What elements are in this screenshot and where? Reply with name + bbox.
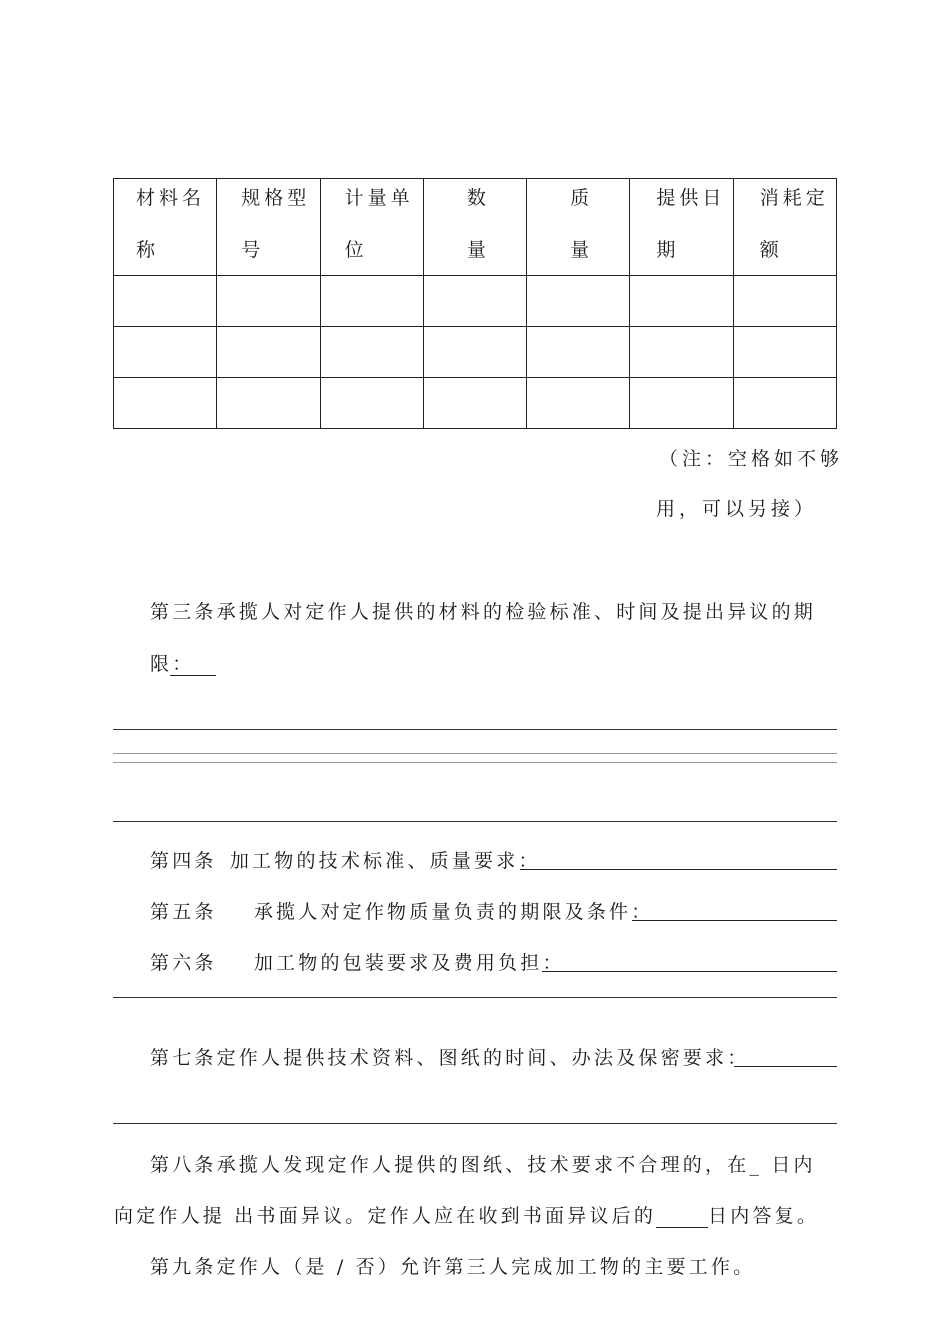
article8-line1: 第八条承揽人发现定作人提供的图纸、技术要求不合理的，在_ 日内 [150,1154,816,1176]
article3-line2 [150,649,216,676]
article6-label: 第六条 [150,952,217,974]
article8-blank[interactable] [656,1205,708,1228]
header-cell [320,179,423,276]
table-cell[interactable] [217,378,320,429]
table-cell[interactable] [630,276,733,327]
article4 [150,846,541,873]
article6-text: 加工物的包装要求及费用负担： [253,952,565,974]
header-text: 量 [466,239,490,261]
header-text: 提供日 [656,187,726,209]
table-cell[interactable] [423,327,526,378]
article3-line1: 第三条承揽人对定作人提供的材料的检验标准、时间及提出异议的期 [150,601,817,623]
table-cell[interactable] [217,327,320,378]
header-text: 规格型 [241,187,311,209]
header-text: 称 [136,239,160,261]
table-note-line1: （注：空格如不够 [659,448,844,470]
table-cell[interactable] [733,378,836,429]
table-cell[interactable] [733,327,836,378]
article5-label: 第五条 [150,901,217,923]
table-cell[interactable] [114,327,217,378]
article7: 第七条定作人提供技术资料、图纸的时间、办法及保密要求： [150,1047,750,1069]
header-text: 额 [759,239,783,261]
fill-line [113,729,837,730]
header-text: 计量单 [344,187,414,209]
article3-label: 限： [150,653,195,675]
article6 [150,948,565,975]
table-row [114,378,837,429]
article7-blank[interactable] [734,1044,837,1067]
header-text: 期 [656,239,680,261]
article4-blank[interactable] [520,847,837,870]
header-text: 质 [570,187,594,209]
fill-line [113,753,837,754]
header-text: 号 [241,239,265,261]
table-cell[interactable] [320,327,423,378]
article9: 第九条定作人（是 / 否）允许第三人完成加工物的主要工作。 [150,1256,756,1278]
article8-line2b: 日内答复。 [708,1205,820,1227]
header-text: 位 [344,239,368,261]
header-text: 量 [570,239,594,261]
fill-line [113,997,837,998]
article5 [150,897,653,924]
table-row [114,327,837,378]
fill-line [113,762,837,763]
article4-text: 加工物的技术标准、质量要求： [229,850,541,872]
article5-blank[interactable] [632,898,837,921]
table-row [114,276,837,327]
table-cell[interactable] [527,327,630,378]
table-cell[interactable] [630,327,733,378]
article8-line2 [114,1201,819,1228]
header-text: 数 [466,187,490,209]
header-cell [423,179,526,276]
table-cell[interactable] [320,276,423,327]
header-cell [527,179,630,276]
header-cell [217,179,320,276]
table-cell[interactable] [527,276,630,327]
table-cell[interactable] [733,276,836,327]
table-cell[interactable] [114,378,217,429]
table-cell[interactable] [527,378,630,429]
article6-blank[interactable] [542,949,837,972]
header-cell [733,179,836,276]
table-cell[interactable] [217,276,320,327]
table-cell[interactable] [320,378,423,429]
article3-blank[interactable] [170,653,216,676]
article5-text: 承揽人对定作物质量负责的期限及条件： [253,901,654,923]
table-cell[interactable] [630,378,733,429]
fill-line [113,1123,837,1124]
header-cell [114,179,217,276]
table-header-row [114,179,837,276]
materials-table [113,178,837,429]
header-text: 材料名 [136,187,206,209]
table-note-line2: 用，可以另接） [656,498,818,520]
header-text: 消耗定 [759,187,829,209]
article8-line2a: 向定作人提 出书面异议。定作人应在收到书面异议后的 [114,1205,657,1227]
fill-line [113,821,837,822]
article4-label: 第四条 [150,850,217,872]
table-cell[interactable] [423,276,526,327]
table-cell[interactable] [114,276,217,327]
table-cell[interactable] [423,378,526,429]
header-cell [630,179,733,276]
